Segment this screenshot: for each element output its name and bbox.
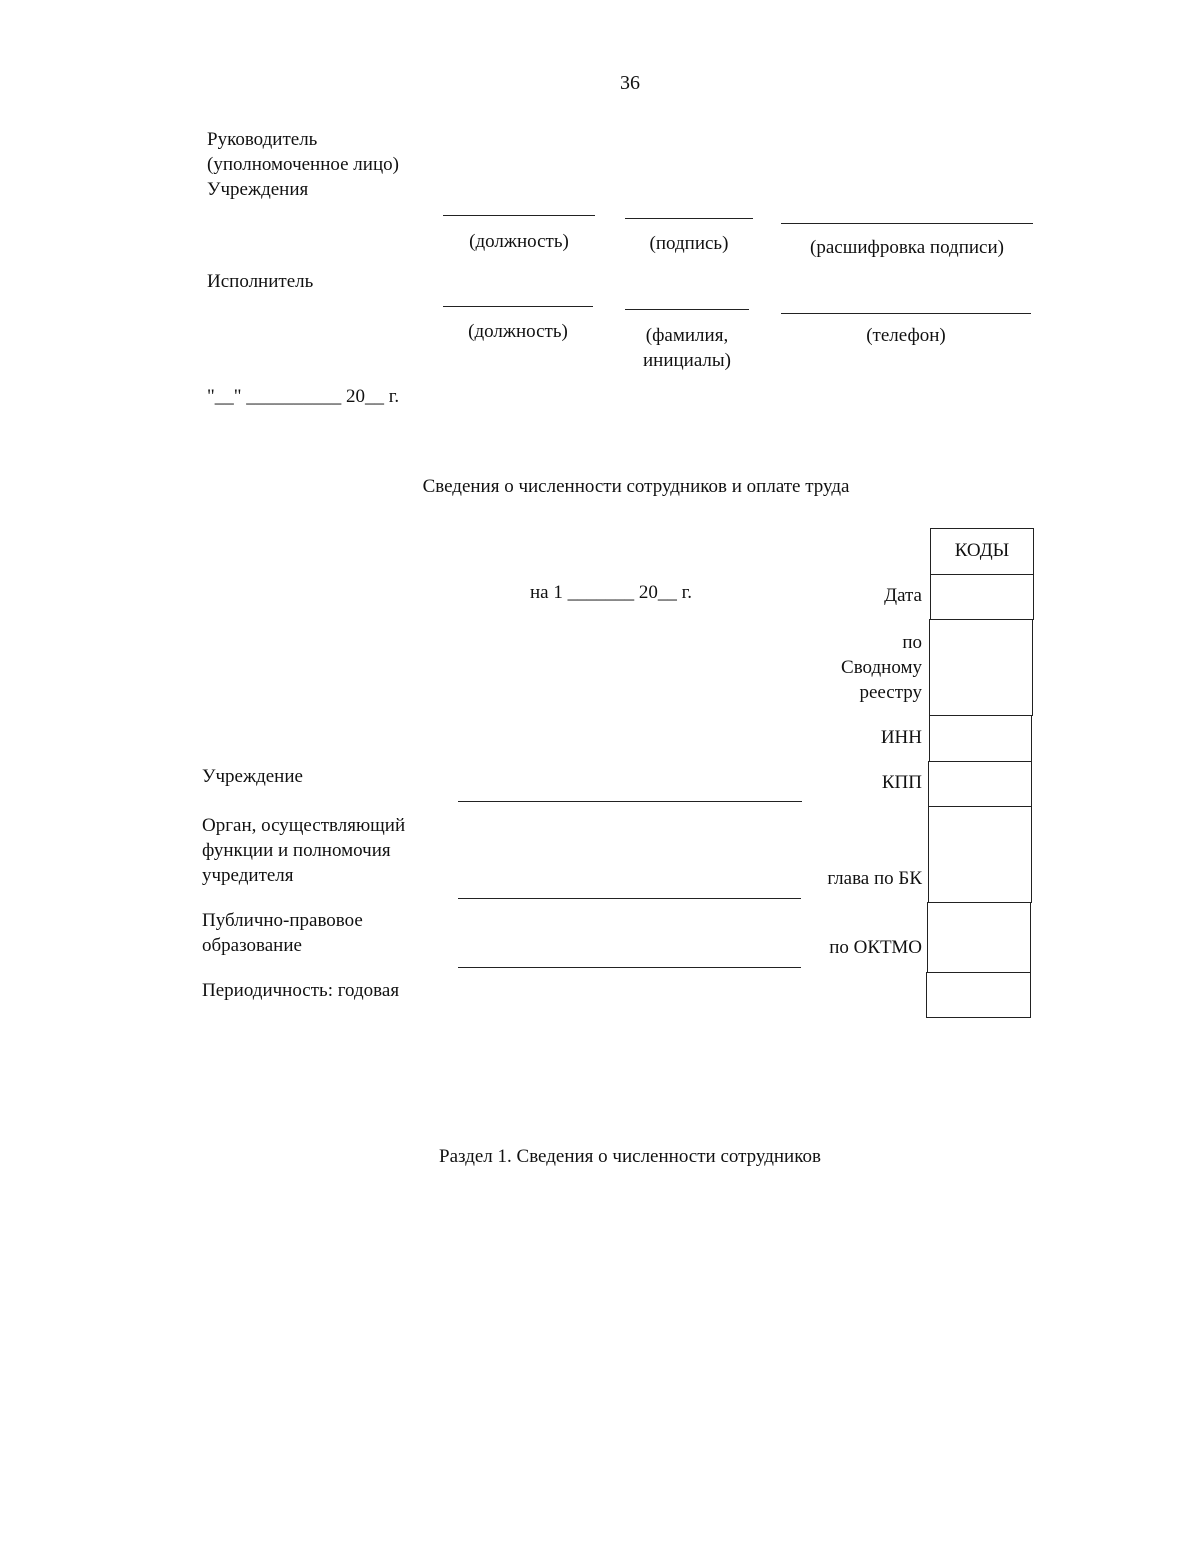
executor-position-caption: (должность)	[468, 321, 568, 342]
form-title: Сведения о численности сотрудников и оплате труда	[422, 476, 850, 497]
executor-name-line	[625, 309, 749, 310]
head-signature-caption: (подпись)	[649, 233, 729, 254]
executor-phone-line	[781, 313, 1031, 314]
codes-header-cell	[930, 528, 1034, 575]
code-cell-kpp[interactable]	[928, 761, 1032, 807]
municipality-line	[458, 967, 801, 968]
code-cell-periodicity[interactable]	[926, 972, 1031, 1018]
code-label-registry: по Сводному реестру	[841, 632, 922, 703]
report-date: на 1 _______ 20__ г.	[530, 582, 693, 603]
code-label-kpp: КПП	[881, 772, 922, 793]
head-signature-line	[625, 218, 753, 219]
signature-date: "__" __________ 20__ г.	[207, 386, 400, 407]
code-label-bk: глава по БК	[827, 868, 922, 889]
founder-line	[458, 898, 801, 899]
head-transcript-caption: (расшифровка подписи)	[810, 237, 1004, 258]
institution-line	[458, 801, 802, 802]
code-cell-oktmo[interactable]	[927, 902, 1031, 973]
page-number: 36	[620, 72, 640, 94]
code-cell-date[interactable]	[930, 574, 1034, 620]
head-label: Руководитель (уполномоченное лицо) Учреждения	[207, 129, 399, 200]
codes-header: КОДЫ	[954, 540, 1010, 561]
head-position-line	[443, 215, 595, 216]
code-cell-bk[interactable]	[928, 806, 1032, 903]
head-transcript-line	[781, 223, 1033, 224]
code-label-oktmo: по ОКТМО	[829, 937, 922, 958]
head-position-caption: (должность)	[469, 231, 569, 252]
code-cell-registry[interactable]	[929, 619, 1033, 716]
section1-title: Раздел 1. Сведения о численности сотрудников	[439, 1146, 821, 1167]
periodicity-label: Периодичность: годовая	[202, 980, 400, 1001]
municipality-label: Публично-правовое образование	[202, 910, 363, 956]
executor-phone-caption: (телефон)	[866, 325, 946, 346]
executor-position-line	[443, 306, 593, 307]
code-label-date: Дата	[884, 585, 922, 606]
executor-name-caption: (фамилия, инициалы)	[642, 325, 731, 371]
founder-label: Орган, осуществляющий функции и полномочия учредителя	[202, 815, 406, 886]
code-label-inn: ИНН	[880, 727, 922, 748]
institution-label: Учреждение	[202, 766, 303, 787]
executor-label: Исполнитель	[207, 271, 314, 292]
code-cell-inn[interactable]	[929, 715, 1032, 762]
